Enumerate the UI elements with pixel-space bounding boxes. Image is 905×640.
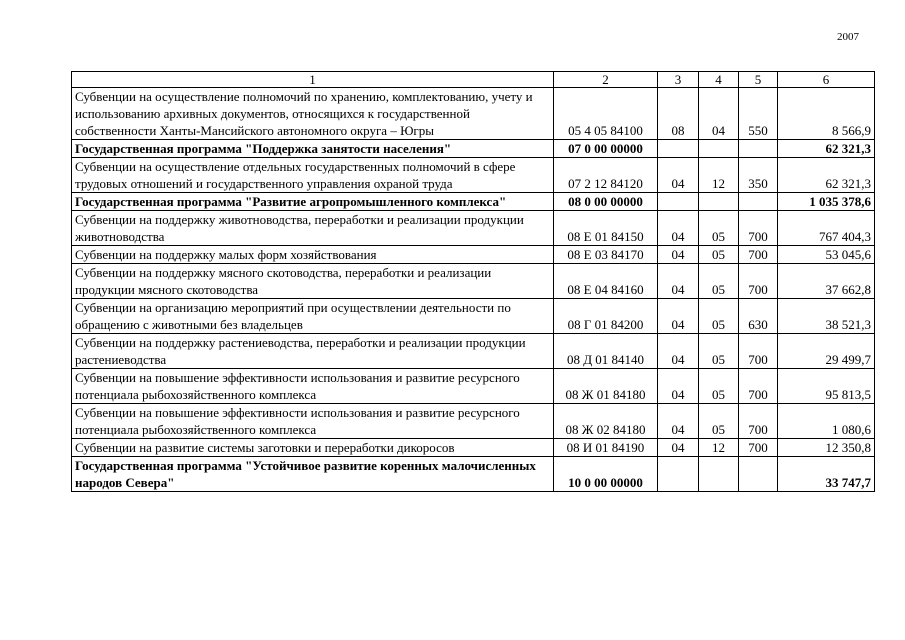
table-header-row (72, 72, 875, 88)
row-expense-type: 700 (739, 369, 778, 404)
row-expense-type: 700 (739, 439, 778, 457)
row-name: Субвенции на организацию мероприятий при осуществлении деятельности по обращению с животными без владельцев (72, 299, 554, 334)
row-expense-type (739, 193, 778, 211)
row-amount: 33 747,7 (778, 457, 875, 492)
row-section: 04 (658, 158, 699, 193)
row-expense-type: 700 (739, 264, 778, 299)
table-row (72, 334, 875, 369)
row-name: Субвенции на поддержку растениеводства, переработки и реализации продукции растениеводства (72, 334, 554, 369)
table-row (72, 88, 875, 140)
row-expense-type (739, 140, 778, 158)
row-section: 04 (658, 264, 699, 299)
row-amount: 1 080,6 (778, 404, 875, 439)
row-section: 08 (658, 88, 699, 140)
row-code: 05 4 05 84100 (554, 88, 658, 140)
row-section: 04 (658, 334, 699, 369)
row-subsection (699, 193, 739, 211)
row-code: 08 И 01 84190 (554, 439, 658, 457)
row-section (658, 457, 699, 492)
budget-table (71, 71, 875, 492)
column-header: 4 (699, 72, 739, 88)
row-amount: 12 350,8 (778, 439, 875, 457)
row-subsection: 05 (699, 211, 739, 246)
row-expense-type: 350 (739, 158, 778, 193)
row-section: 04 (658, 211, 699, 246)
row-amount: 1 035 378,6 (778, 193, 875, 211)
row-section: 04 (658, 439, 699, 457)
row-section (658, 193, 699, 211)
row-amount: 62 321,3 (778, 140, 875, 158)
table-row (72, 264, 875, 299)
row-name: Субвенции на осуществление отдельных государственных полномочий в сфере трудовых отношений и государственного управления охраной труда (72, 158, 554, 193)
row-code: 08 0 00 00000 (554, 193, 658, 211)
row-subsection (699, 140, 739, 158)
row-expense-type: 700 (739, 334, 778, 369)
row-subsection: 05 (699, 246, 739, 264)
row-subsection: 05 (699, 264, 739, 299)
row-amount: 62 321,3 (778, 158, 875, 193)
column-header: 2 (554, 72, 658, 88)
column-header: 5 (739, 72, 778, 88)
row-section: 04 (658, 404, 699, 439)
row-code: 08 Г 01 84200 (554, 299, 658, 334)
row-amount: 38 521,3 (778, 299, 875, 334)
row-subsection: 05 (699, 299, 739, 334)
row-code: 07 2 12 84120 (554, 158, 658, 193)
table-row (72, 369, 875, 404)
row-section: 04 (658, 369, 699, 404)
row-amount: 8 566,9 (778, 88, 875, 140)
table-row (72, 299, 875, 334)
row-name: Субвенции на осуществление полномочий по хранению, комплектованию, учету и использованию архивных документов, относящихся к государственной собственности Ханты-Мансийского автономного округа – Югры (72, 88, 554, 140)
table-row (72, 246, 875, 264)
row-code: 08 Е 03 84170 (554, 246, 658, 264)
row-code: 08 Е 04 84160 (554, 264, 658, 299)
row-name: Субвенции на поддержку мясного скотоводства, переработки и реализации продукции мясного скотоводства (72, 264, 554, 299)
column-header: 3 (658, 72, 699, 88)
row-code: 07 0 00 00000 (554, 140, 658, 158)
row-code: 08 Ж 02 84180 (554, 404, 658, 439)
row-name: Субвенции на поддержку малых форм хозяйствования (72, 246, 554, 264)
row-section: 04 (658, 246, 699, 264)
table-row (72, 457, 875, 492)
row-expense-type: 700 (739, 211, 778, 246)
row-code: 08 Д 01 84140 (554, 334, 658, 369)
row-subsection: 05 (699, 369, 739, 404)
row-code: 08 Ж 01 84180 (554, 369, 658, 404)
row-code: 08 Е 01 84150 (554, 211, 658, 246)
row-subsection: 12 (699, 158, 739, 193)
row-amount: 95 813,5 (778, 369, 875, 404)
row-name: Государственная программа "Поддержка занятости населения" (72, 140, 554, 158)
page-number: 2007 (837, 31, 859, 43)
column-header: 1 (72, 72, 554, 88)
row-expense-type: 700 (739, 404, 778, 439)
row-expense-type: 550 (739, 88, 778, 140)
row-name: Субвенции на развитие системы заготовки и переработки дикоросов (72, 439, 554, 457)
row-expense-type: 700 (739, 246, 778, 264)
row-name: Государственная программа "Устойчивое развитие коренных малочисленных народов Севера" (72, 457, 554, 492)
table-row (72, 193, 875, 211)
table-row (72, 140, 875, 158)
row-amount: 767 404,3 (778, 211, 875, 246)
row-expense-type: 630 (739, 299, 778, 334)
row-subsection (699, 457, 739, 492)
row-amount: 53 045,6 (778, 246, 875, 264)
row-subsection: 12 (699, 439, 739, 457)
row-subsection: 05 (699, 404, 739, 439)
row-name: Субвенции на повышение эффективности использования и развитие ресурсного потенциала рыбохозяйственного комплекса (72, 369, 554, 404)
row-name: Субвенции на повышение эффективности использования и развитие ресурсного потенциала рыбохозяйственного комплекса (72, 404, 554, 439)
row-subsection: 05 (699, 334, 739, 369)
table-row (72, 439, 875, 457)
row-name: Субвенции на поддержку животноводства, переработки и реализации продукции животноводства (72, 211, 554, 246)
row-amount: 29 499,7 (778, 334, 875, 369)
row-code: 10 0 00 00000 (554, 457, 658, 492)
column-header: 6 (778, 72, 875, 88)
table-row (72, 211, 875, 246)
row-amount: 37 662,8 (778, 264, 875, 299)
table-row (72, 404, 875, 439)
row-name: Государственная программа "Развитие агропромышленного комплекса" (72, 193, 554, 211)
row-subsection: 04 (699, 88, 739, 140)
table-row (72, 158, 875, 193)
row-section: 04 (658, 299, 699, 334)
row-section (658, 140, 699, 158)
row-expense-type (739, 457, 778, 492)
